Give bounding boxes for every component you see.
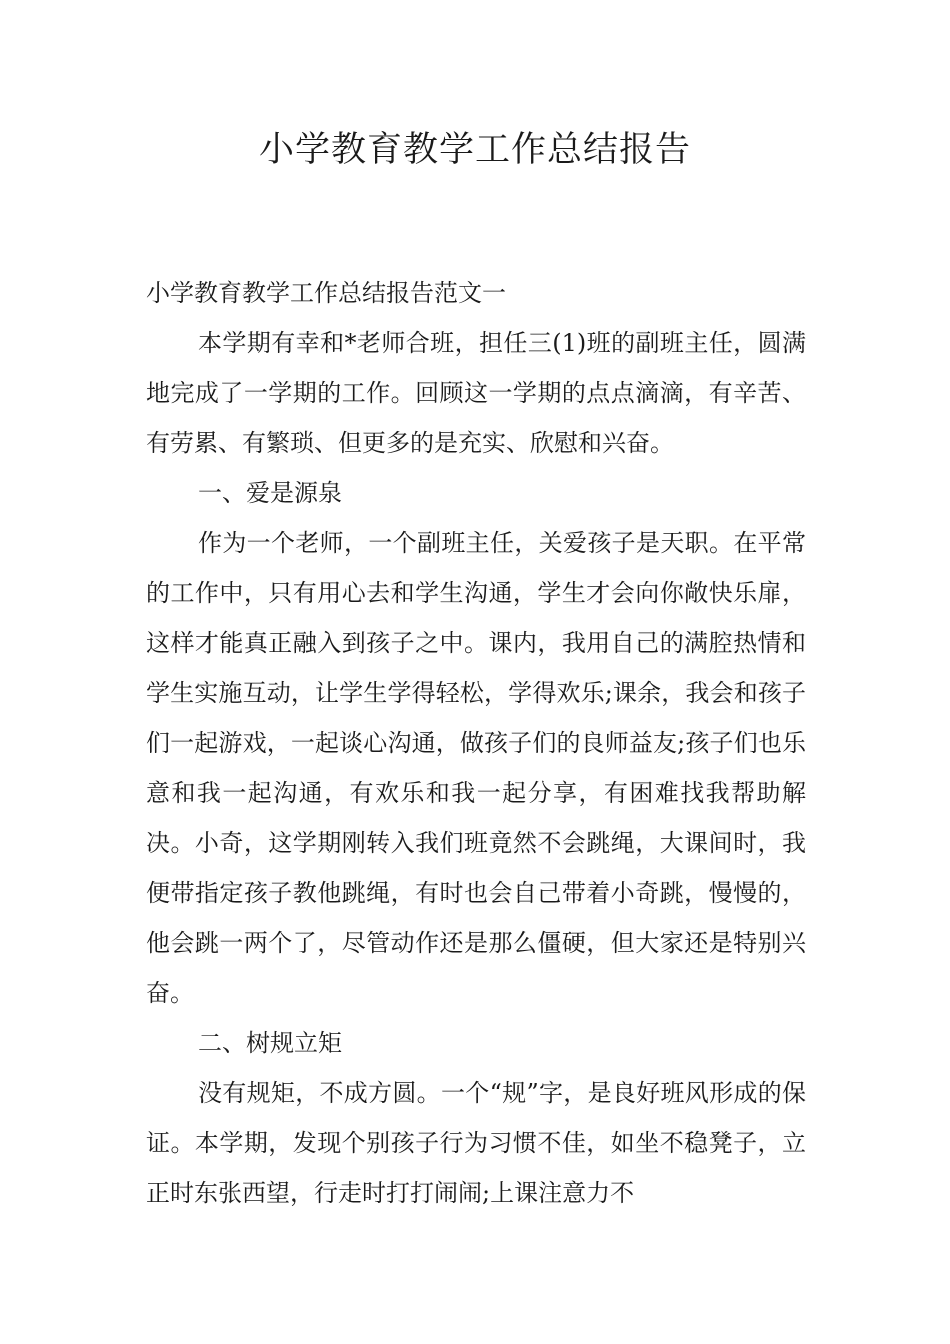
section-heading-love: 一、爱是源泉 — [198, 479, 342, 507]
document-body — [146, 268, 806, 1218]
document-title: 小学教育教学工作总结报告 — [258, 130, 691, 170]
section-heading-rules: 二、树规立矩 — [198, 1029, 342, 1057]
paragraph-rules: 没有规矩，不成方圆。一个“规”字，是良好班风形成的保证。本学期，发现个别孩子行为习惯不佳，如坐不稳凳子，立正时东张西望，行走时打打闹闹;上课注意力不 — [146, 1079, 806, 1207]
document-subtitle: 小学教育教学工作总结报告范文一 — [146, 279, 506, 307]
paragraph-intro: 本学期有幸和*老师合班，担任三(1)班的副班主任，圆满地完成了一学期的工作。回顾这一学期的点点滴滴，有辛苦、有劳累、有繁琐、但更多的是充实、欣慰和兴奋。 — [146, 329, 806, 457]
paragraph-love: 作为一个老师，一个副班主任，关爱孩子是天职。在平常的工作中，只有用心去和学生沟通，学生才会向你敞快乐扉，这样才能真正融入到孩子之中。课内，我用自己的满腔热情和学生实施互动，让学生学得轻松，学得欢乐;课余，我会和孩子们一起游戏，一起谈心沟通，做孩子们的良师益友;孩子们也乐意和我一起沟通，有欢乐和我一起分享，有困难找我帮助解决。小奇，这学期刚转入我们班竟然不会跳绳，大课间时，我便带指定孩子教他跳绳，有时也会自己带着小奇跳，慢慢的，他会跳一两个了，尽管动作还是那么僵硬，但大家还是特别兴奋。 — [146, 529, 806, 1007]
